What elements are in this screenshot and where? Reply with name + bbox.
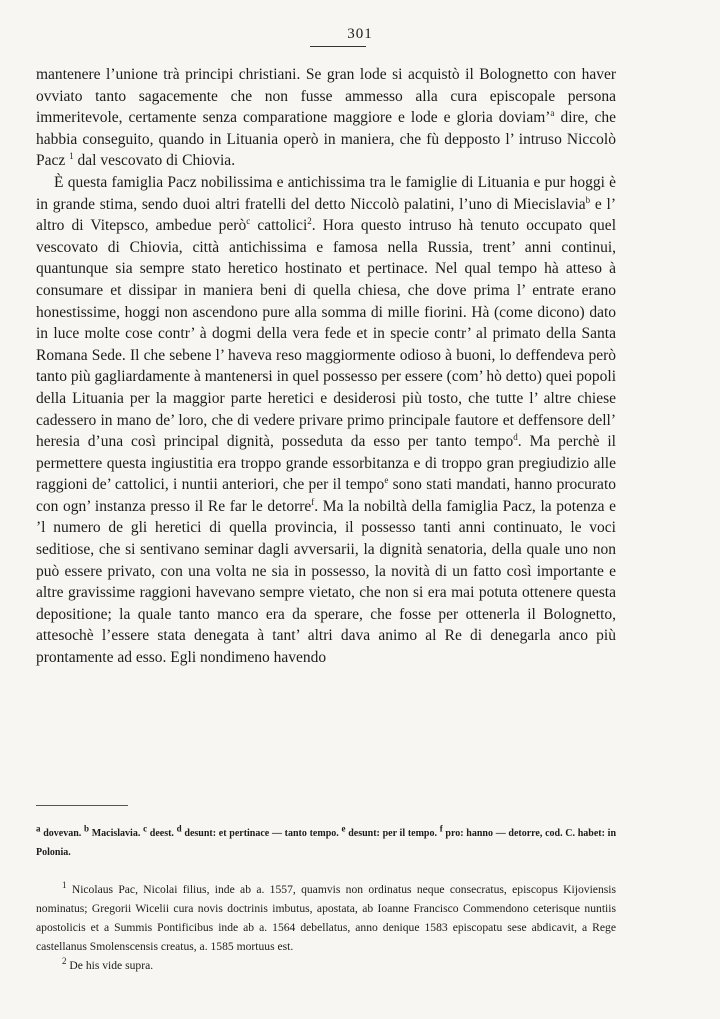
- variant-note-line: [36, 824, 616, 862]
- variant-notes: [36, 824, 616, 862]
- text-run: De his vide supra.: [66, 959, 154, 972]
- footnotes: [36, 880, 616, 975]
- text-run: Macislavia.: [89, 828, 144, 839]
- text-run: dal vescovato di Chiovia.: [73, 152, 236, 170]
- text-run: Nicolaus Pac, Nicolai filius, inde ab a. 1557, quamvis non ordinatus neque consecratus, episcopus Kijoviensis nominatus; Gregorii Wicelii cura novis doctrinis imbutus, apostata, ab Ioanne Francisco Commendono ceterisque nuntiis apostolicis et a Summis Pontificibus inde ab a. 1564 debellatus, anno denique 1583 episcopatu sese abdicavit, a Rege castellanus Smolenscensis creatus, a. 1585 mortuus est.: [36, 883, 616, 953]
- notes-divider: [36, 805, 128, 806]
- page-number-rule: [310, 46, 366, 47]
- note-marker: f: [439, 823, 443, 834]
- note-marker: e: [384, 475, 389, 486]
- footnote: [36, 880, 616, 956]
- text-run: . Ma perchè il permettere questa ingiustitia era troppo grande essorbitanza e di troppo gran pregiudizio alle raggioni de’ cattolici, i nuntii anteriori, che per il tempo: [36, 433, 616, 494]
- note-marker: b: [84, 823, 90, 834]
- note-marker: c: [246, 216, 251, 226]
- note-marker: 1: [62, 880, 67, 891]
- note-marker: a: [550, 108, 555, 119]
- text-run: e l’ altro di Vitepsco, ambedue però: [36, 195, 616, 235]
- note-marker: d: [176, 823, 182, 834]
- text-run: pro: hanno — detorre, cod. C. habet: in Polonia.: [36, 828, 617, 858]
- text-run: È questa famiglia Pacz nobilissima e antichissima tra le famiglie di Lituania e pur hoggi è in grande stima, sendo duoi altri fratelli del detto Niccolò palatini, l’uno di Miecislavia: [36, 173, 616, 213]
- paragraph: [36, 172, 616, 669]
- text-run: sono stati mandati, hanno procurato con ogn’ instanza presso il Re far le detorre: [36, 476, 616, 515]
- footnote: [36, 956, 616, 975]
- page-number: 301: [347, 26, 373, 42]
- note-marker: f: [311, 496, 315, 507]
- note-marker: 2: [62, 956, 67, 967]
- main-text: [36, 64, 616, 669]
- text-run: dovevan.: [40, 828, 84, 839]
- text-run: desunt: et pertinace — tanto tempo.: [181, 828, 342, 839]
- note-marker: 1: [69, 151, 74, 162]
- text-run: . Hora questo intruso hà tenuto occupato quel vescovato di Chiovia, città antichissima e famosa nella Russia, trent’ anni continui, quantunque sia sempre stato heretico hostinato et pertinace. Nel qual tempo hà atteso à consumare et dissipar in maniera beni di quella chiesa, che dove prima l’ entrate erano honestissime, hoggi non ascendono pure alla somma di mille fiorini. Hà (come dicono) dato in luce molte cose contr’ à dogmi della vera fede et in specie contr’ al primato della Santa Romana Sede. Il che sebene l’ haveva reso maggiormente odioso à buoni, lo deffendeva però tanto più gagliardamente à mantenersi in quel possesso per essere (com’ hò detto) quei popoli della Lituania per la maggior parte heretici e desiderosi più tosto, che tutte l’ altre chiese cadessero in mano de’ loro, che di vedere privare primo principale fautore et deffensore dell’ heresia d’una così principal dignità, posseduta da esso per tanto tempo: [36, 217, 616, 451]
- text-run: . Ma la nobiltà della famiglia Pacz, la potenza e ’l numero de gli heretici di quella provincia, il possesso tanti anni continuato, le voci seditiose, che si sentivano seminar dagli avversarii, la dignità senatoria, della quale uno non può essere privato, con una volta ne sia in possesso, la novità di un fatto così importante e altre gravissime raggioni havevano sempre vietato, che non si era mai potuta ottenere questa depositione; la quale tanto manco era da sperare, che fosse per ottenerla il Bolognetto, attesochè l’essere stata denegata à tant’ altri dava animo al Re di denegarla anco più prontamente ad esso. Egli nondimeno havendo: [36, 497, 616, 667]
- note-marker: d: [513, 431, 518, 442]
- note-marker: 2: [307, 216, 312, 226]
- text-run: deest.: [147, 828, 177, 839]
- note-marker: e: [341, 823, 346, 834]
- text-run: dire, che habbia conseguito, quando in Lituania operò in maniera, che fù depposto l’ intruso Niccolò Pacz: [36, 109, 616, 170]
- note-marker: b: [585, 194, 591, 205]
- text-run: cattolici: [250, 217, 308, 235]
- text-run: mantenere l’unione trà principi christiani. Se gran lode si acquistò il Bolognetto con haver ovviato tanto sagacemente che non fusse ammesso alla cura episcopale persona immeritevole, certamente senza comparatione maggiore e lode e gloria doviam’: [36, 66, 616, 127]
- note-marker: c: [143, 823, 148, 834]
- note-marker: a: [36, 823, 41, 834]
- paragraph: [36, 64, 616, 172]
- text-run: desunt: per il tempo.: [345, 828, 440, 839]
